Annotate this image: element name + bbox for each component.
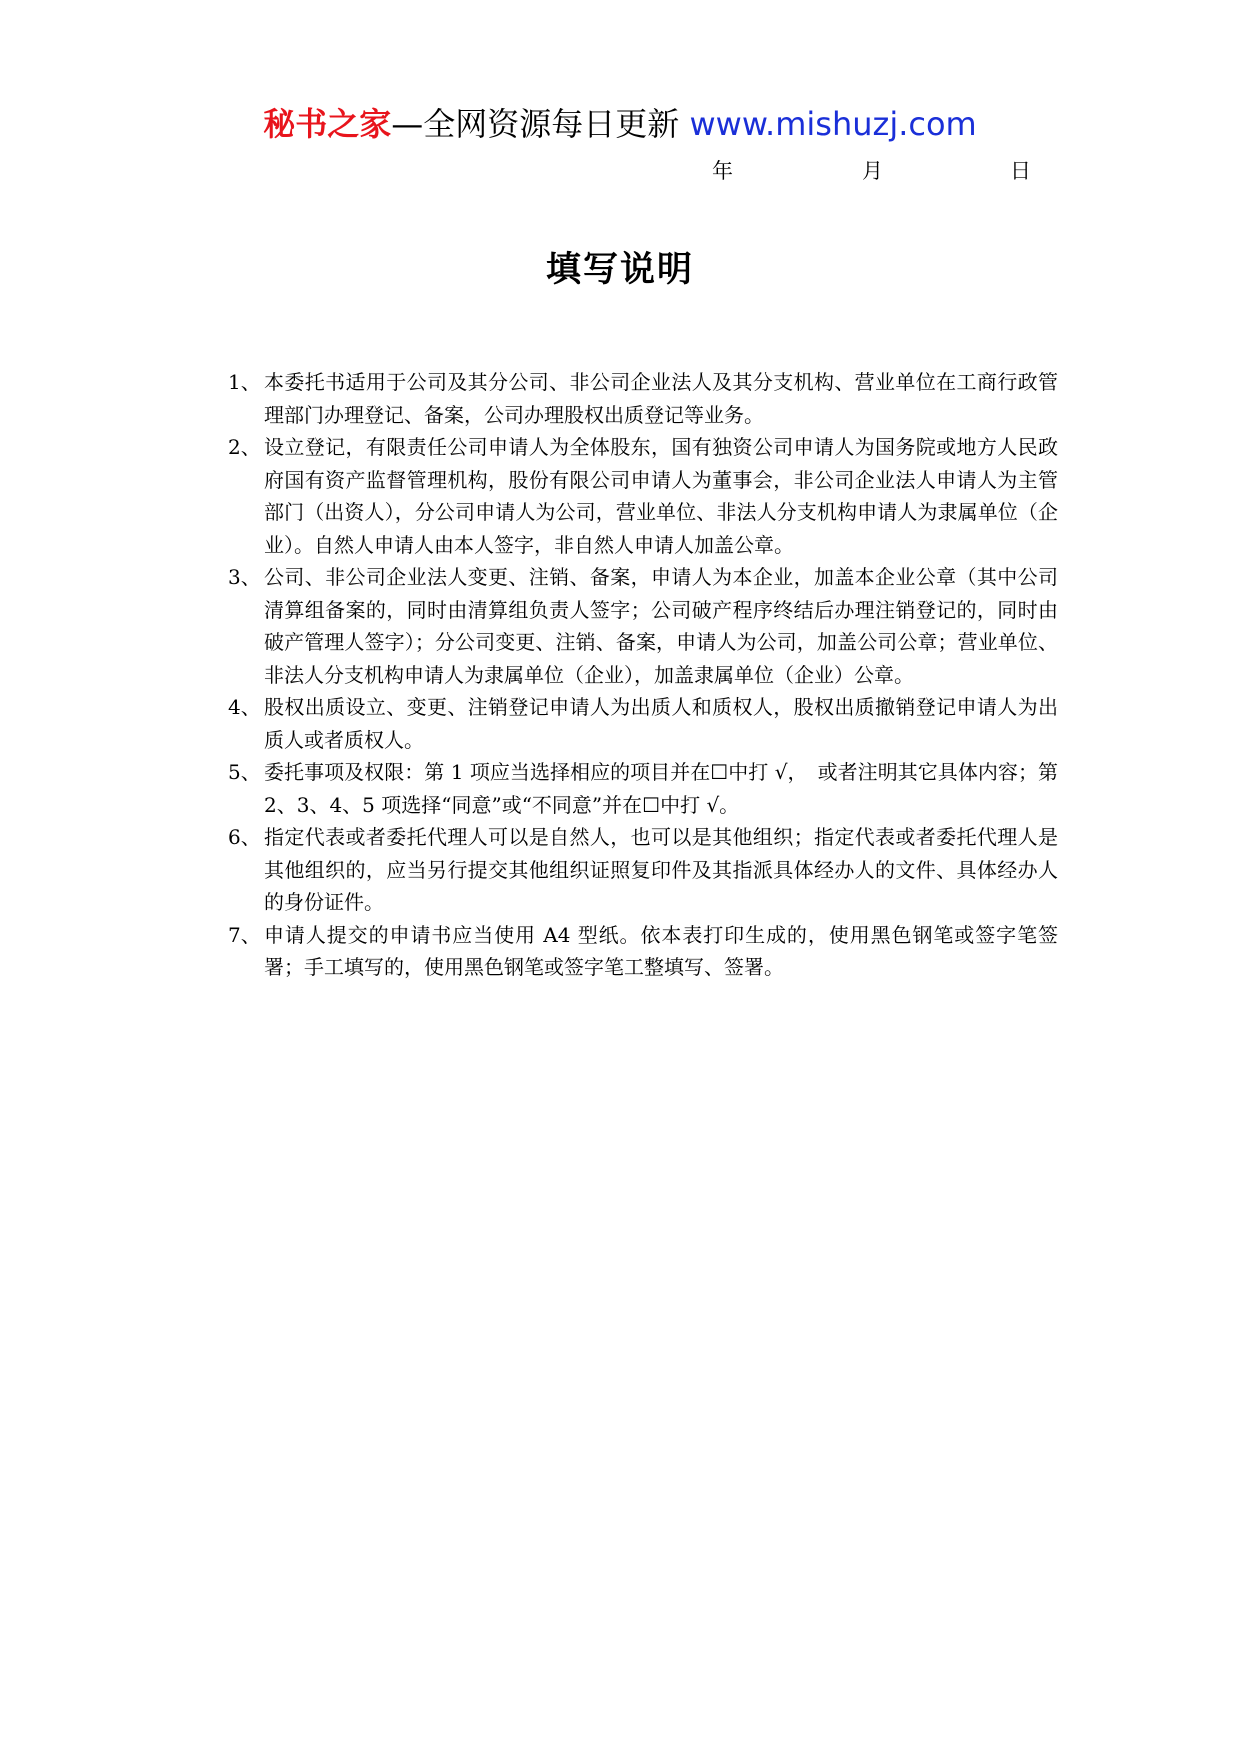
instruction-number: 4、 (228, 695, 261, 719)
banner-url-link[interactable]: www.mishuzj.com (689, 105, 977, 143)
instruction-item-7 (228, 919, 1058, 984)
instruction-text: 本委托书适用于公司及其分公司、非公司企业法人及其分支机构、营业单位在工商行政管理部门办理登记、备案，公司办理股权出质登记等业务。 (264, 370, 1058, 427)
instruction-number: 5、 (228, 760, 261, 784)
instruction-number: 6、 (228, 825, 261, 849)
instruction-item-3 (228, 561, 1058, 691)
instruction-item-1 (228, 366, 1058, 431)
instruction-text: 申请人提交的申请书应当使用 A4 型纸。依本表打印生成的，使用黑色钢笔或签字笔签署；手工填写的，使用黑色钢笔或签字笔工整填写、签署。 (264, 922, 1058, 979)
instruction-text: 股权出质设立、变更、注销登记申请人为出质人和质权人，股权出质撤销登记申请人为出质人或者质权人。 (264, 695, 1058, 752)
date-year-label: 年 (712, 159, 733, 183)
instruction-item-2 (228, 431, 1058, 561)
instruction-list (228, 366, 1058, 984)
instruction-text: 公司、非公司企业法人变更、注销、备案，申请人为本企业，加盖本企业公章（其中公司清算组备案的，同时由清算组负责人签字；公司破产程序终结后办理注销登记的，同时由破产管理人签字）；分公司变更、注销、备案，申请人为公司，加盖公司公章；营业单位、非法人分支机构申请人为隶属单位（企业），加盖隶属单位（企业）公章。 (264, 565, 1058, 687)
instruction-item-5 (228, 756, 1058, 821)
site-banner (0, 100, 1240, 148)
instruction-text: 设立登记，有限责任公司申请人为全体股东，国有独资公司申请人为国务院或地方人民政府国有资产监督管理机构，股份有限公司申请人为董事会，非公司企业法人申请人为主管部门（出资人），分公司申请人为公司，营业单位、非法人分支机构申请人为隶属单位（企业）。自然人申请人由本人签字，非自然人申请人加盖公章。 (264, 435, 1058, 557)
instruction-item-6 (228, 821, 1058, 919)
date-day-label: 日 (1010, 159, 1031, 183)
instruction-number: 7、 (228, 922, 261, 947)
date-month-label: 月 (862, 159, 883, 183)
document-title: 填写说明 (545, 250, 694, 290)
banner-slogan: —全网资源每日更新 (391, 105, 680, 143)
banner-brand: 秘书之家 (263, 105, 392, 143)
instruction-item-4 (228, 691, 1058, 756)
instruction-text: 指定代表或者委托代理人可以是自然人，也可以是其他组织；指定代表或者委托代理人是其他组织的，应当另行提交其他组织证照复印件及其指派具体经办人的文件、具体经办人的身份证件。 (264, 825, 1058, 914)
instruction-number: 2、 (228, 435, 261, 459)
instruction-number: 1、 (228, 370, 261, 394)
instruction-text: 委托事项及权限：第 1 项应当选择相应的项目并在☐中打 √， 或者注明其它具体内容；第 2、3、4、5 项选择“同意”或“不同意”并在☐中打 √。 (264, 760, 1058, 817)
instruction-number: 3、 (228, 565, 261, 589)
